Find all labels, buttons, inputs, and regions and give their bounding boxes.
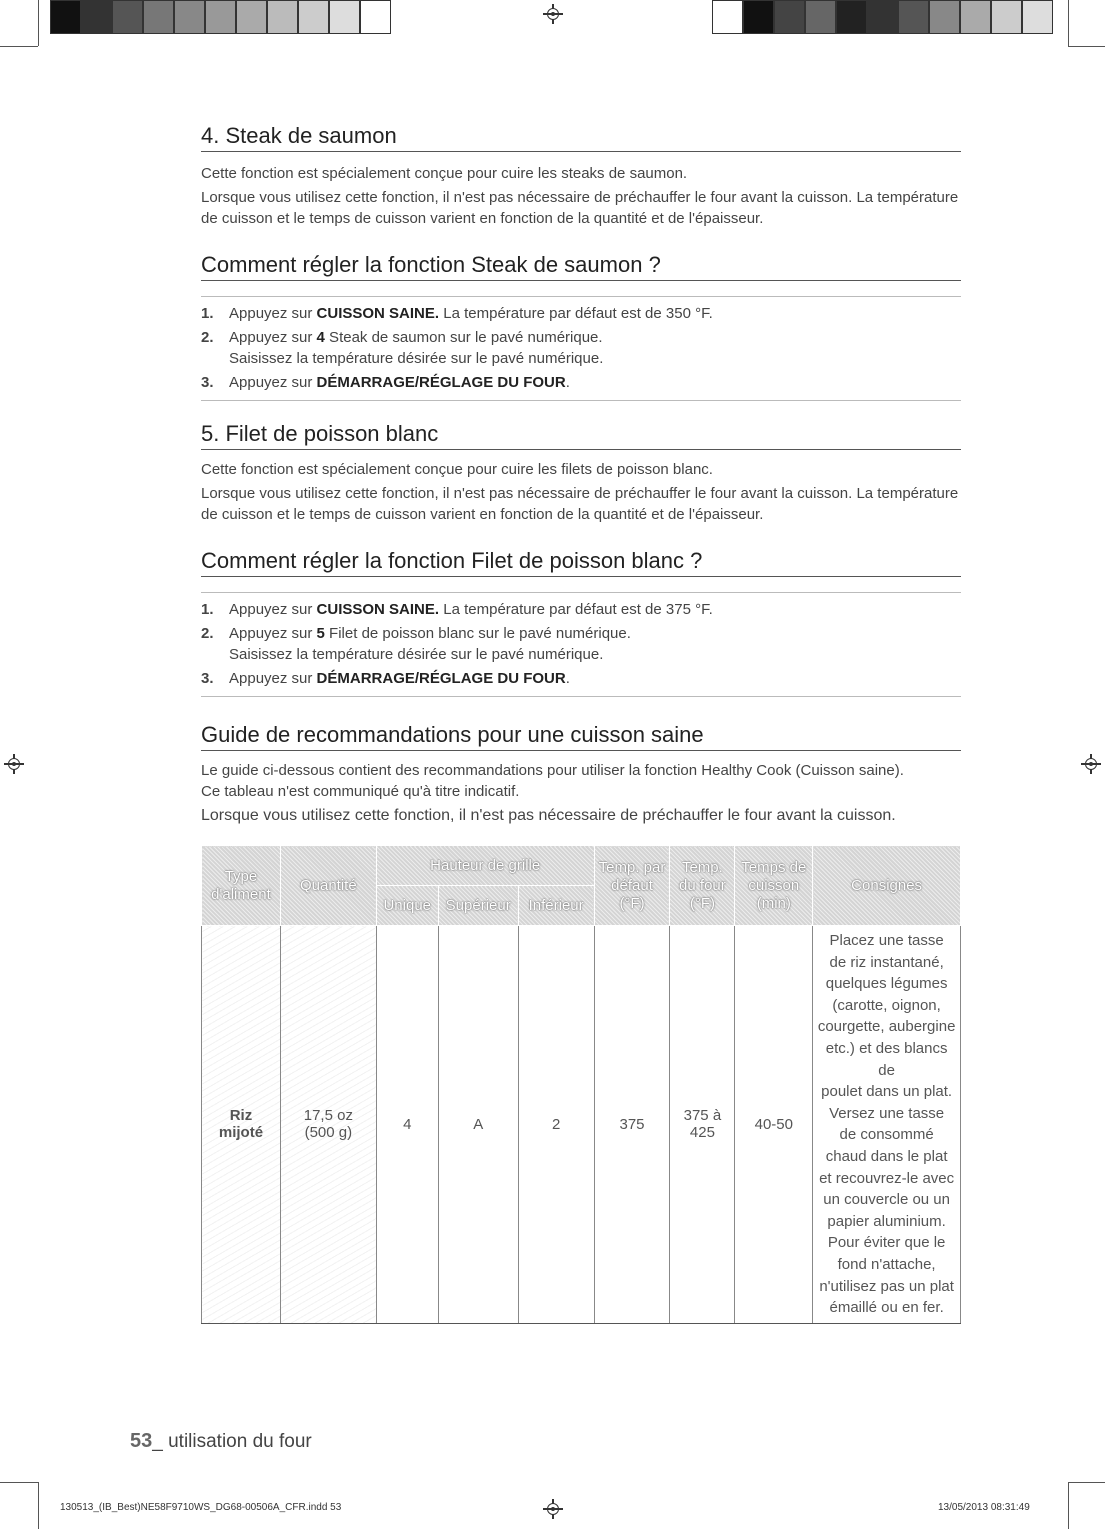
table-row bbox=[202, 926, 961, 1324]
list-item bbox=[201, 372, 961, 393]
step-text: Appuyez sur bbox=[229, 305, 317, 322]
section-name: _ utilisation du four bbox=[152, 1431, 312, 1452]
print-color-bar-right bbox=[712, 0, 1053, 34]
print-color-bar-left bbox=[50, 0, 391, 34]
howto-title: Comment régler la fonction Steak de saumon ? bbox=[201, 252, 961, 281]
header-notes: Consignes bbox=[813, 846, 961, 926]
header-oven-temp: Temp. du four (°F) bbox=[670, 846, 735, 926]
step-number: 3. bbox=[201, 374, 214, 391]
header-quantity: Quantité bbox=[280, 846, 376, 926]
step-number: 2. bbox=[201, 329, 214, 346]
crop-mark bbox=[1068, 0, 1069, 46]
section-intro bbox=[201, 163, 971, 232]
cell-rack-upper: A bbox=[438, 926, 518, 1324]
header-default-temp: Temp. par défaut (°F) bbox=[594, 846, 670, 926]
step-keyword: 4 bbox=[316, 329, 325, 346]
paragraph: Lorsque vous utilisez cette fonction, il n'est pas nécessaire de préchauffer le four avant la cuisson. bbox=[201, 807, 896, 824]
header-cook-time: Temps de cuisson (min) bbox=[735, 846, 813, 926]
cell-oven-temp: 375 à 425 bbox=[670, 926, 735, 1324]
step-text: Filet de poisson blanc sur le pavé numérique. bbox=[324, 625, 631, 642]
section-title-filet-poisson: 5. Filet de poisson blanc bbox=[201, 421, 961, 450]
step-text: Appuyez sur bbox=[229, 601, 317, 618]
step-text: La température par défaut est de 350 °F. bbox=[439, 305, 713, 322]
crop-mark bbox=[1068, 1482, 1105, 1483]
step-text: Appuyez sur bbox=[229, 329, 317, 346]
print-slug-date: 13/05/2013 08:31:49 bbox=[938, 1502, 1030, 1513]
step-keyword: 5 bbox=[316, 625, 325, 642]
header-rack-single: Unique bbox=[376, 886, 438, 926]
cell-notes: Placez une tasse de riz instantané, quelques légumes (carotte, oignon, courgette, aubergine etc.) et des blancs de poulet dans un plat. Versez une tasse de consommé chaud dans le plat et recouvrez-le avec un couvercle ou un papier aluminium. Pour éviter que le fond n'attache, n'utilisez pas un plat émaillé ou en fer. bbox=[813, 926, 961, 1324]
cell-rack-single: 4 bbox=[376, 926, 438, 1324]
crop-mark bbox=[38, 1482, 39, 1529]
paragraph: Cette fonction est spécialement conçue pour cuire les filets de poisson blanc. bbox=[201, 461, 713, 478]
header-rack-height: Hauteur de grille bbox=[376, 846, 594, 886]
step-text: La température par défaut est de 375 °F. bbox=[439, 601, 713, 618]
howto-title: Comment régler la fonction Filet de poisson blanc ? bbox=[201, 548, 961, 577]
list-item bbox=[201, 327, 961, 369]
step-text: . bbox=[565, 374, 570, 391]
crop-mark bbox=[0, 1482, 38, 1483]
section-title-steak-saumon: 4. Steak de saumon bbox=[201, 123, 961, 152]
list-item bbox=[201, 623, 961, 665]
steps-list bbox=[201, 592, 961, 697]
registration-mark-icon bbox=[4, 754, 24, 774]
header-rack-upper: Supérieur bbox=[438, 886, 518, 926]
cell-quantity: 17,5 oz (500 g) bbox=[280, 926, 376, 1324]
header-rack-lower: Inférieur bbox=[518, 886, 594, 926]
list-item bbox=[201, 599, 961, 620]
step-number: 1. bbox=[201, 601, 214, 618]
page-footer bbox=[130, 1430, 312, 1453]
step-number: 1. bbox=[201, 305, 214, 322]
list-item bbox=[201, 668, 961, 689]
list-item bbox=[201, 303, 961, 324]
page-number: 53 bbox=[130, 1430, 153, 1452]
header-food-type: Type d'aliment bbox=[202, 846, 281, 926]
crop-mark bbox=[38, 0, 39, 46]
cell-cook-time: 40-50 bbox=[735, 926, 813, 1324]
cell-default-temp: 375 bbox=[594, 926, 670, 1324]
step-subtext: Saisissez la température désirée sur le pavé numérique. bbox=[229, 350, 604, 367]
step-keyword: DÉMARRAGE/RÉGLAGE DU FOUR bbox=[316, 374, 566, 391]
step-text: Steak de saumon sur le pavé numérique. bbox=[324, 329, 603, 346]
guide-intro bbox=[201, 760, 971, 829]
cell-food-type: Riz mijoté bbox=[202, 926, 281, 1324]
cell-rack-lower: 2 bbox=[518, 926, 594, 1324]
step-text: Appuyez sur bbox=[229, 374, 317, 391]
step-keyword: DÉMARRAGE/RÉGLAGE DU FOUR bbox=[316, 670, 566, 687]
registration-mark-icon bbox=[543, 1499, 563, 1519]
steps-list bbox=[201, 296, 961, 401]
step-keyword: CUISSON SAINE. bbox=[316, 305, 440, 322]
guide-title: Guide de recommandations pour une cuisson saine bbox=[201, 722, 961, 751]
step-text: . bbox=[565, 670, 570, 687]
step-keyword: CUISSON SAINE. bbox=[316, 601, 440, 618]
step-text: Appuyez sur bbox=[229, 670, 317, 687]
print-slug-file: 130513_(IB_Best)NE58F9710WS_DG68-00506A_CFR.indd 53 bbox=[60, 1502, 342, 1513]
crop-mark bbox=[1068, 1482, 1069, 1529]
registration-mark-icon bbox=[543, 4, 563, 24]
section-intro bbox=[201, 459, 971, 528]
registration-mark-icon bbox=[1081, 754, 1101, 774]
step-subtext: Saisissez la température désirée sur le pavé numérique. bbox=[229, 646, 604, 663]
paragraph: Le guide ci-dessous contient des recommandations pour utiliser la fonction Healthy Cook (Cuisson saine). Ce tableau n'est communiqué qu'à titre indicatif. bbox=[201, 762, 904, 800]
paragraph: Lorsque vous utilisez cette fonction, il n'est pas nécessaire de préchauffer le four avant la cuisson. La température de cuisson et le temps de cuisson varient en fonction de la quantité et de l'épaisseur. bbox=[201, 189, 959, 227]
step-number: 3. bbox=[201, 670, 214, 687]
paragraph: Lorsque vous utilisez cette fonction, il n'est pas nécessaire de préchauffer le four avant la cuisson. La température de cuisson et le temps de cuisson varient en fonction de la quantité et de l'épaisseur. bbox=[201, 485, 959, 523]
crop-mark bbox=[1068, 46, 1105, 47]
crop-mark bbox=[0, 46, 38, 47]
step-number: 2. bbox=[201, 625, 214, 642]
cooking-guide-table bbox=[201, 845, 961, 1324]
paragraph: Cette fonction est spécialement conçue pour cuire les steaks de saumon. bbox=[201, 165, 688, 182]
step-text: Appuyez sur bbox=[229, 625, 317, 642]
